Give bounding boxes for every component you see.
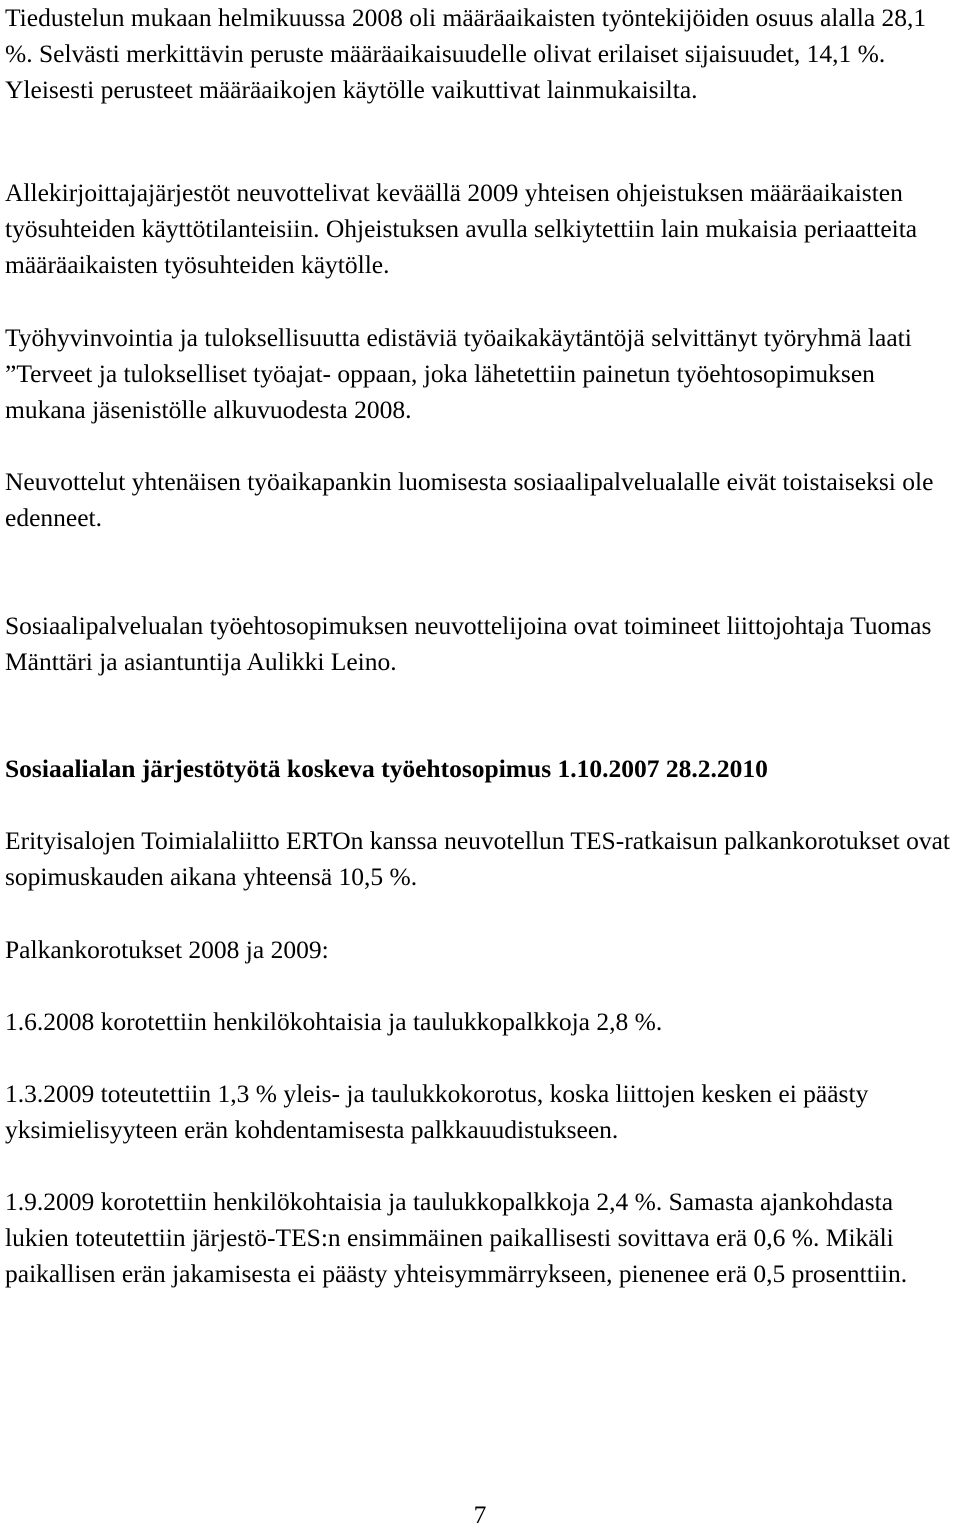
paragraph-negotiators: Sosiaalipalvelualan työehtosopimuksen neuvottelijoina ovat toimineet liittojohtaja Tuomas Mänttäri ja asiantuntija Aulikki Leino.	[5, 611, 932, 676]
paragraph-raise-2008: 1.6.2008 korotettiin henkilökohtaisia ja taulukkopalkkoja 2,8 %.	[5, 1007, 663, 1036]
paragraph-fixed-term-guidance: Allekirjoittajajärjestöt neuvottelivat keväällä 2009 yhteisen ohjeistuksen määräaikaisten työsuhteiden käyttötilanteisiin. Ohjeistuksen avulla selkiytettiin lain mukaisia periaatteita määräaikaisten työsuhteiden käytölle.	[5, 178, 918, 279]
paragraph-working-time-bank: Neuvottelut yhtenäisen työaikapankin luomisesta sosiaalipalvelualalle eivät toistaiseksi ole edenneet.	[5, 467, 934, 532]
paragraph-temporary-employees: Tiedustelun mukaan helmikuussa 2008 oli määräaikaisten työntekijöiden osuus alalla 28,1 %. Selvästi merkittävin peruste määräaikaisuudelle olivat erilaiset sijaisuudet, 14,1 %. Yleisesti perusteet määräaikojen käytölle vaikuttivat lainmukaisilta.	[5, 3, 927, 104]
paragraph-raise-september-2009: 1.9.2009 korotettiin henkilökohtaisia ja taulukkopalkkoja 2,4 %. Samasta ajankohdasta lukien toteutettiin järjestö-TES:n ensimmäinen paikallisesti sovittava erä 0,6 %. Mikäli paikallisen erän jakamisesta ei päästy yhteisymmärrykseen, pienenee erä 0,5 prosenttiin.	[5, 1187, 908, 1288]
paragraph-working-time-guide: Työhyvinvointia ja tuloksellisuutta edistäviä työaikakäytäntöjä selvittänyt työryhmä laati ”Terveet ja tulokselliset työajat- oppaan, joka lähetettiin painetun työehtosopimuksen mukana jäsenistölle alkuvuodesta 2008.	[5, 323, 912, 424]
paragraph-raises-heading: Palkankorotukset 2008 ja 2009:	[5, 935, 329, 964]
paragraph-raise-march-2009: 1.3.2009 toteutettiin 1,3 % yleis- ja taulukkokorotus, koska liittojen kesken ei päästy yksimielisyyteen erän kohdentamisesta palkkauudistukseen.	[5, 1079, 869, 1144]
section-heading: Sosiaalialan järjestötyötä koskeva työehtosopimus 1.10.2007 28.2.2010	[5, 754, 768, 783]
page-number: 7	[473, 1500, 487, 1529]
paragraph-erto-settlement: Erityisalojen Toimialaliitto ERTOn kanssa neuvotellun TES-ratkaisun palkankorotukset ovat sopimuskauden aikana yhteensä 10,5 %.	[5, 826, 950, 891]
